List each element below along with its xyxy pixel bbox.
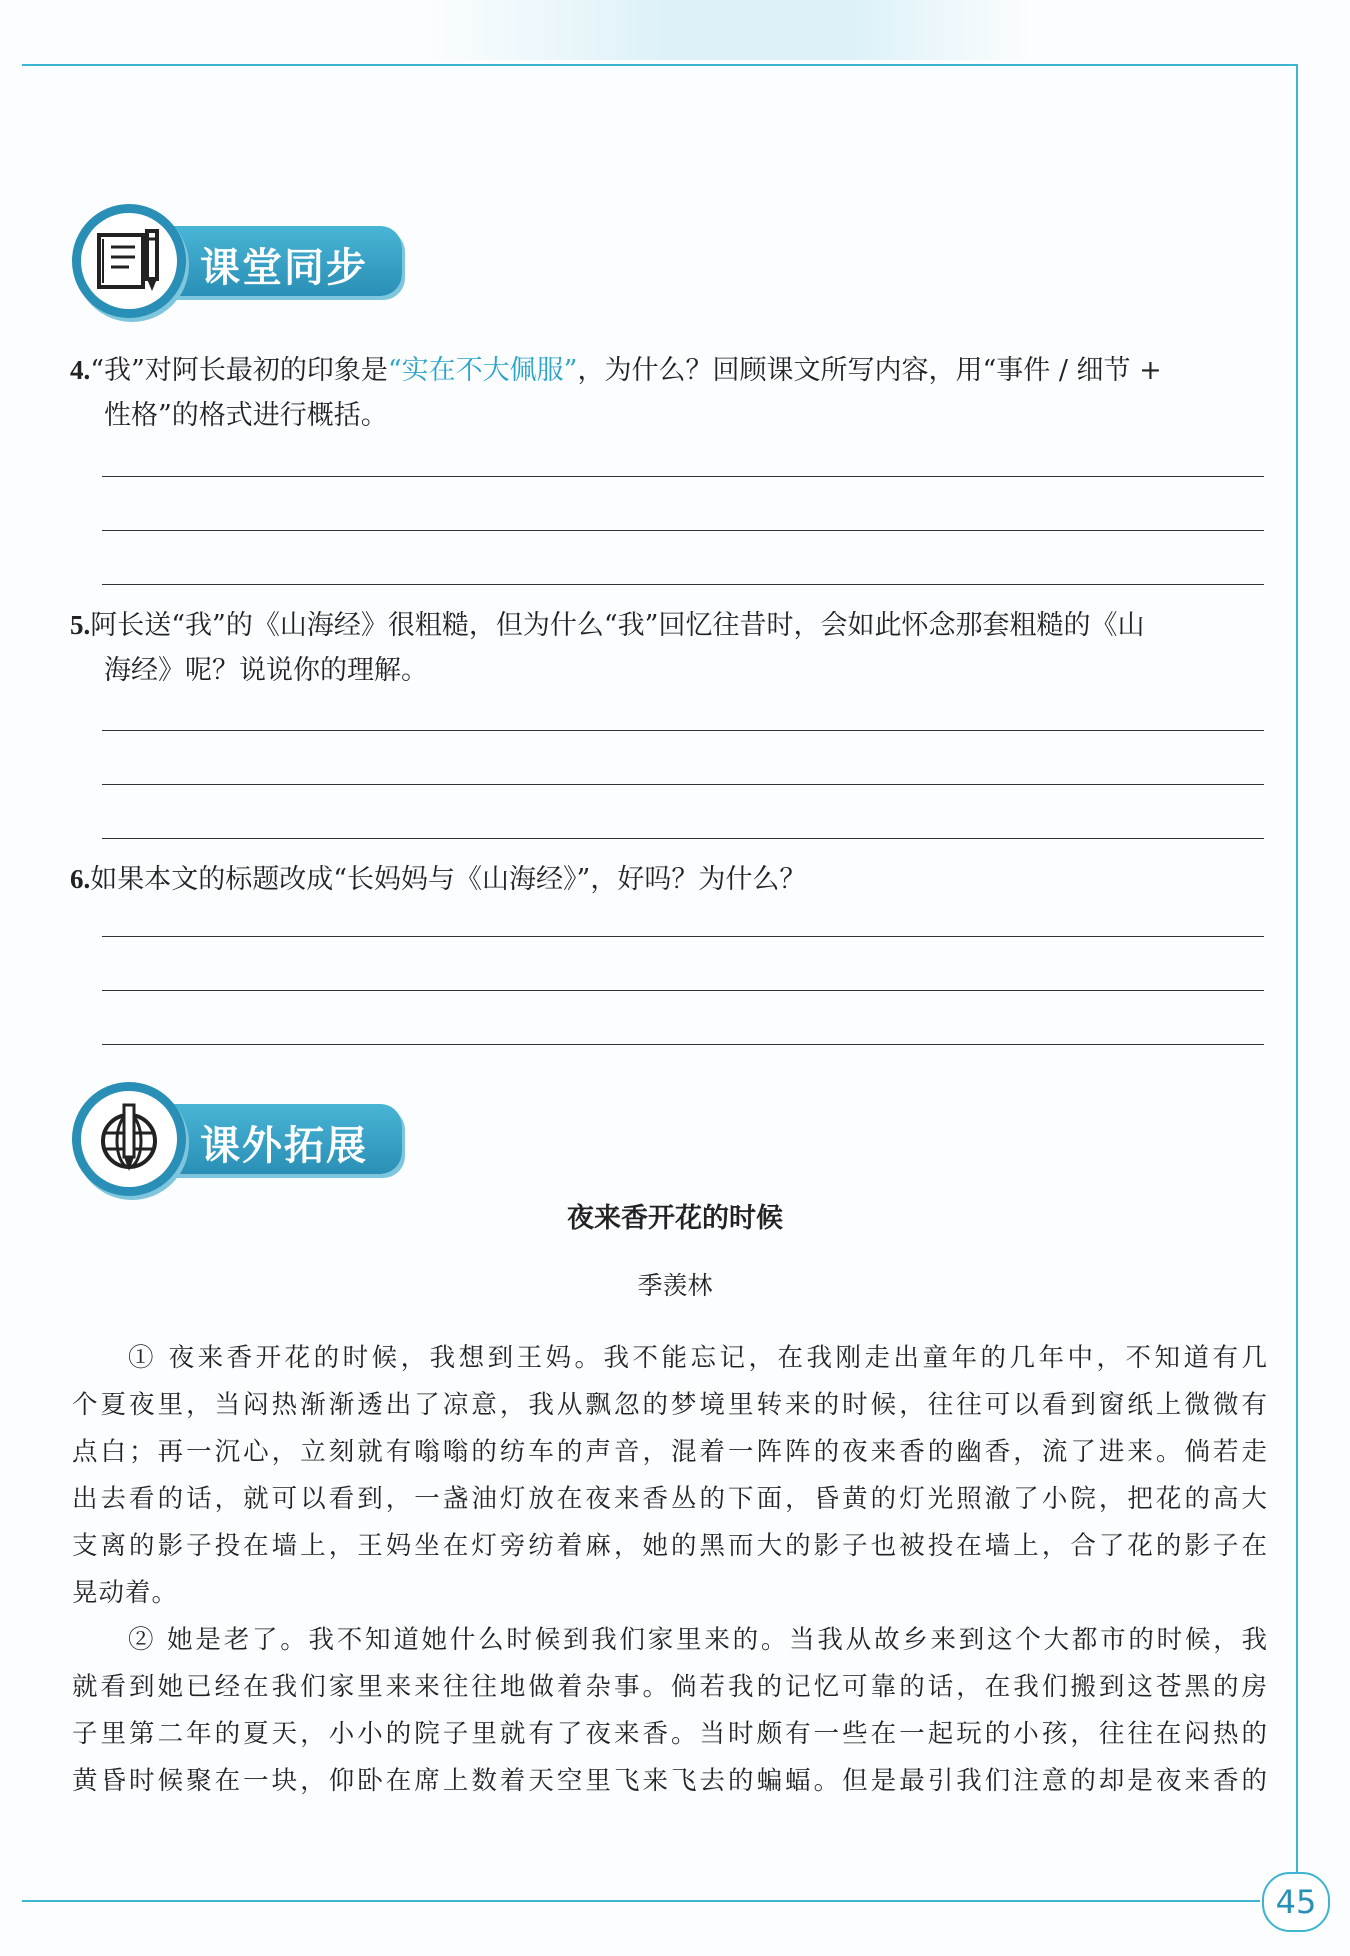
answer-line[interactable]	[102, 1044, 1264, 1045]
question-5	[70, 603, 1270, 693]
article-title: 夜来香开花的时候	[567, 1203, 783, 1234]
section-header-extension	[72, 1074, 412, 1204]
section-icon-circle	[72, 204, 186, 318]
question-text-line2: 海经》呢？说说你的理解。	[104, 655, 428, 686]
article-line: 黄昏时候聚在一块，仰卧在席上数着天空里飞来飞去的蝙蝠。但是最引我们注意的却是夜来香的	[72, 1766, 1268, 1796]
article-line: 就看到她已经在我们家里来来往往地做着杂事。倘若我的记忆可靠的话，在我们搬到这苍黑的房	[72, 1672, 1268, 1702]
article-line: 晃动着。	[72, 1578, 179, 1608]
answer-line[interactable]	[102, 784, 1264, 785]
page-frame-bottom	[22, 1900, 1260, 1902]
article-line: 点白；再一沉心，立刻就有嗡嗡的纺车的声音，混着一阵阵的夜来香的幽香，流了进来。倘若走	[72, 1437, 1268, 1467]
section-icon-circle	[72, 1082, 186, 1196]
page-frame-right	[1296, 64, 1298, 1900]
answer-line[interactable]	[102, 584, 1264, 585]
article-line: 子里第二年的夏天，小小的院子里就有了夜来香。当时颇有一些在一起玩的小孩，往往在闷热的	[72, 1719, 1268, 1749]
answer-line[interactable]	[102, 530, 1264, 531]
question-number: 4.	[70, 355, 91, 385]
book-pencil-icon	[93, 225, 165, 297]
section-title: 课外拓展	[200, 1123, 368, 1169]
article-author: 季羡林	[637, 1271, 713, 1300]
answer-line[interactable]	[102, 838, 1264, 839]
question-number: 5.	[70, 610, 91, 640]
highlighted-quote: “实在不大佩服”	[387, 355, 578, 386]
answer-line[interactable]	[102, 730, 1264, 731]
question-text: “我”对阿长最初的印象是	[90, 355, 388, 386]
question-text: ，为什么？回顾课文所写内容，用“事件 / 细节 +	[577, 355, 1162, 386]
globe-pen-icon	[93, 1103, 165, 1175]
page-frame-top	[22, 64, 1298, 66]
section-title: 课堂同步	[200, 245, 368, 291]
answer-line[interactable]	[102, 476, 1264, 477]
answer-line[interactable]	[102, 936, 1264, 937]
article-line: 个夏夜里，当闷热渐渐透出了凉意，我从飘忽的梦境里转来的时候，往往可以看到窗纸上微微有	[72, 1390, 1268, 1420]
question-6	[70, 857, 1270, 902]
article-line: ② 她是老了。我不知道她什么时候到我们家里来的。当我从故乡来到这个大都市的时候，我	[128, 1625, 1268, 1655]
answer-line[interactable]	[102, 990, 1264, 991]
question-4	[70, 348, 1270, 438]
question-text: 如果本文的标题改成“长妈妈与《山海经》”，好吗？为什么？	[90, 864, 807, 895]
top-decoration	[430, 0, 1030, 60]
article-line: 支离的影子投在墙上，王妈坐在灯旁纺着麻，她的黑而大的影子也被投在墙上，合了花的影子在	[72, 1531, 1268, 1561]
section-header-classroom	[72, 196, 412, 326]
question-number: 6.	[70, 864, 91, 894]
question-text: 阿长送“我”的《山海经》很粗糙，但为什么“我”回忆往昔时，会如此怀念那套粗糙的《山	[90, 610, 1145, 641]
article-line: 出去看的话，就可以看到，一盏油灯放在夜来香丛的下面，昏黄的灯光照澈了小院，把花的高大	[72, 1484, 1268, 1514]
article-line: ① 夜来香开花的时候，我想到王妈。我不能忘记，在我刚走出童年的几年中，不知道有几	[128, 1343, 1268, 1373]
page-number: 45	[1262, 1872, 1330, 1932]
question-text-line2: 性格”的格式进行概括。	[104, 400, 388, 431]
